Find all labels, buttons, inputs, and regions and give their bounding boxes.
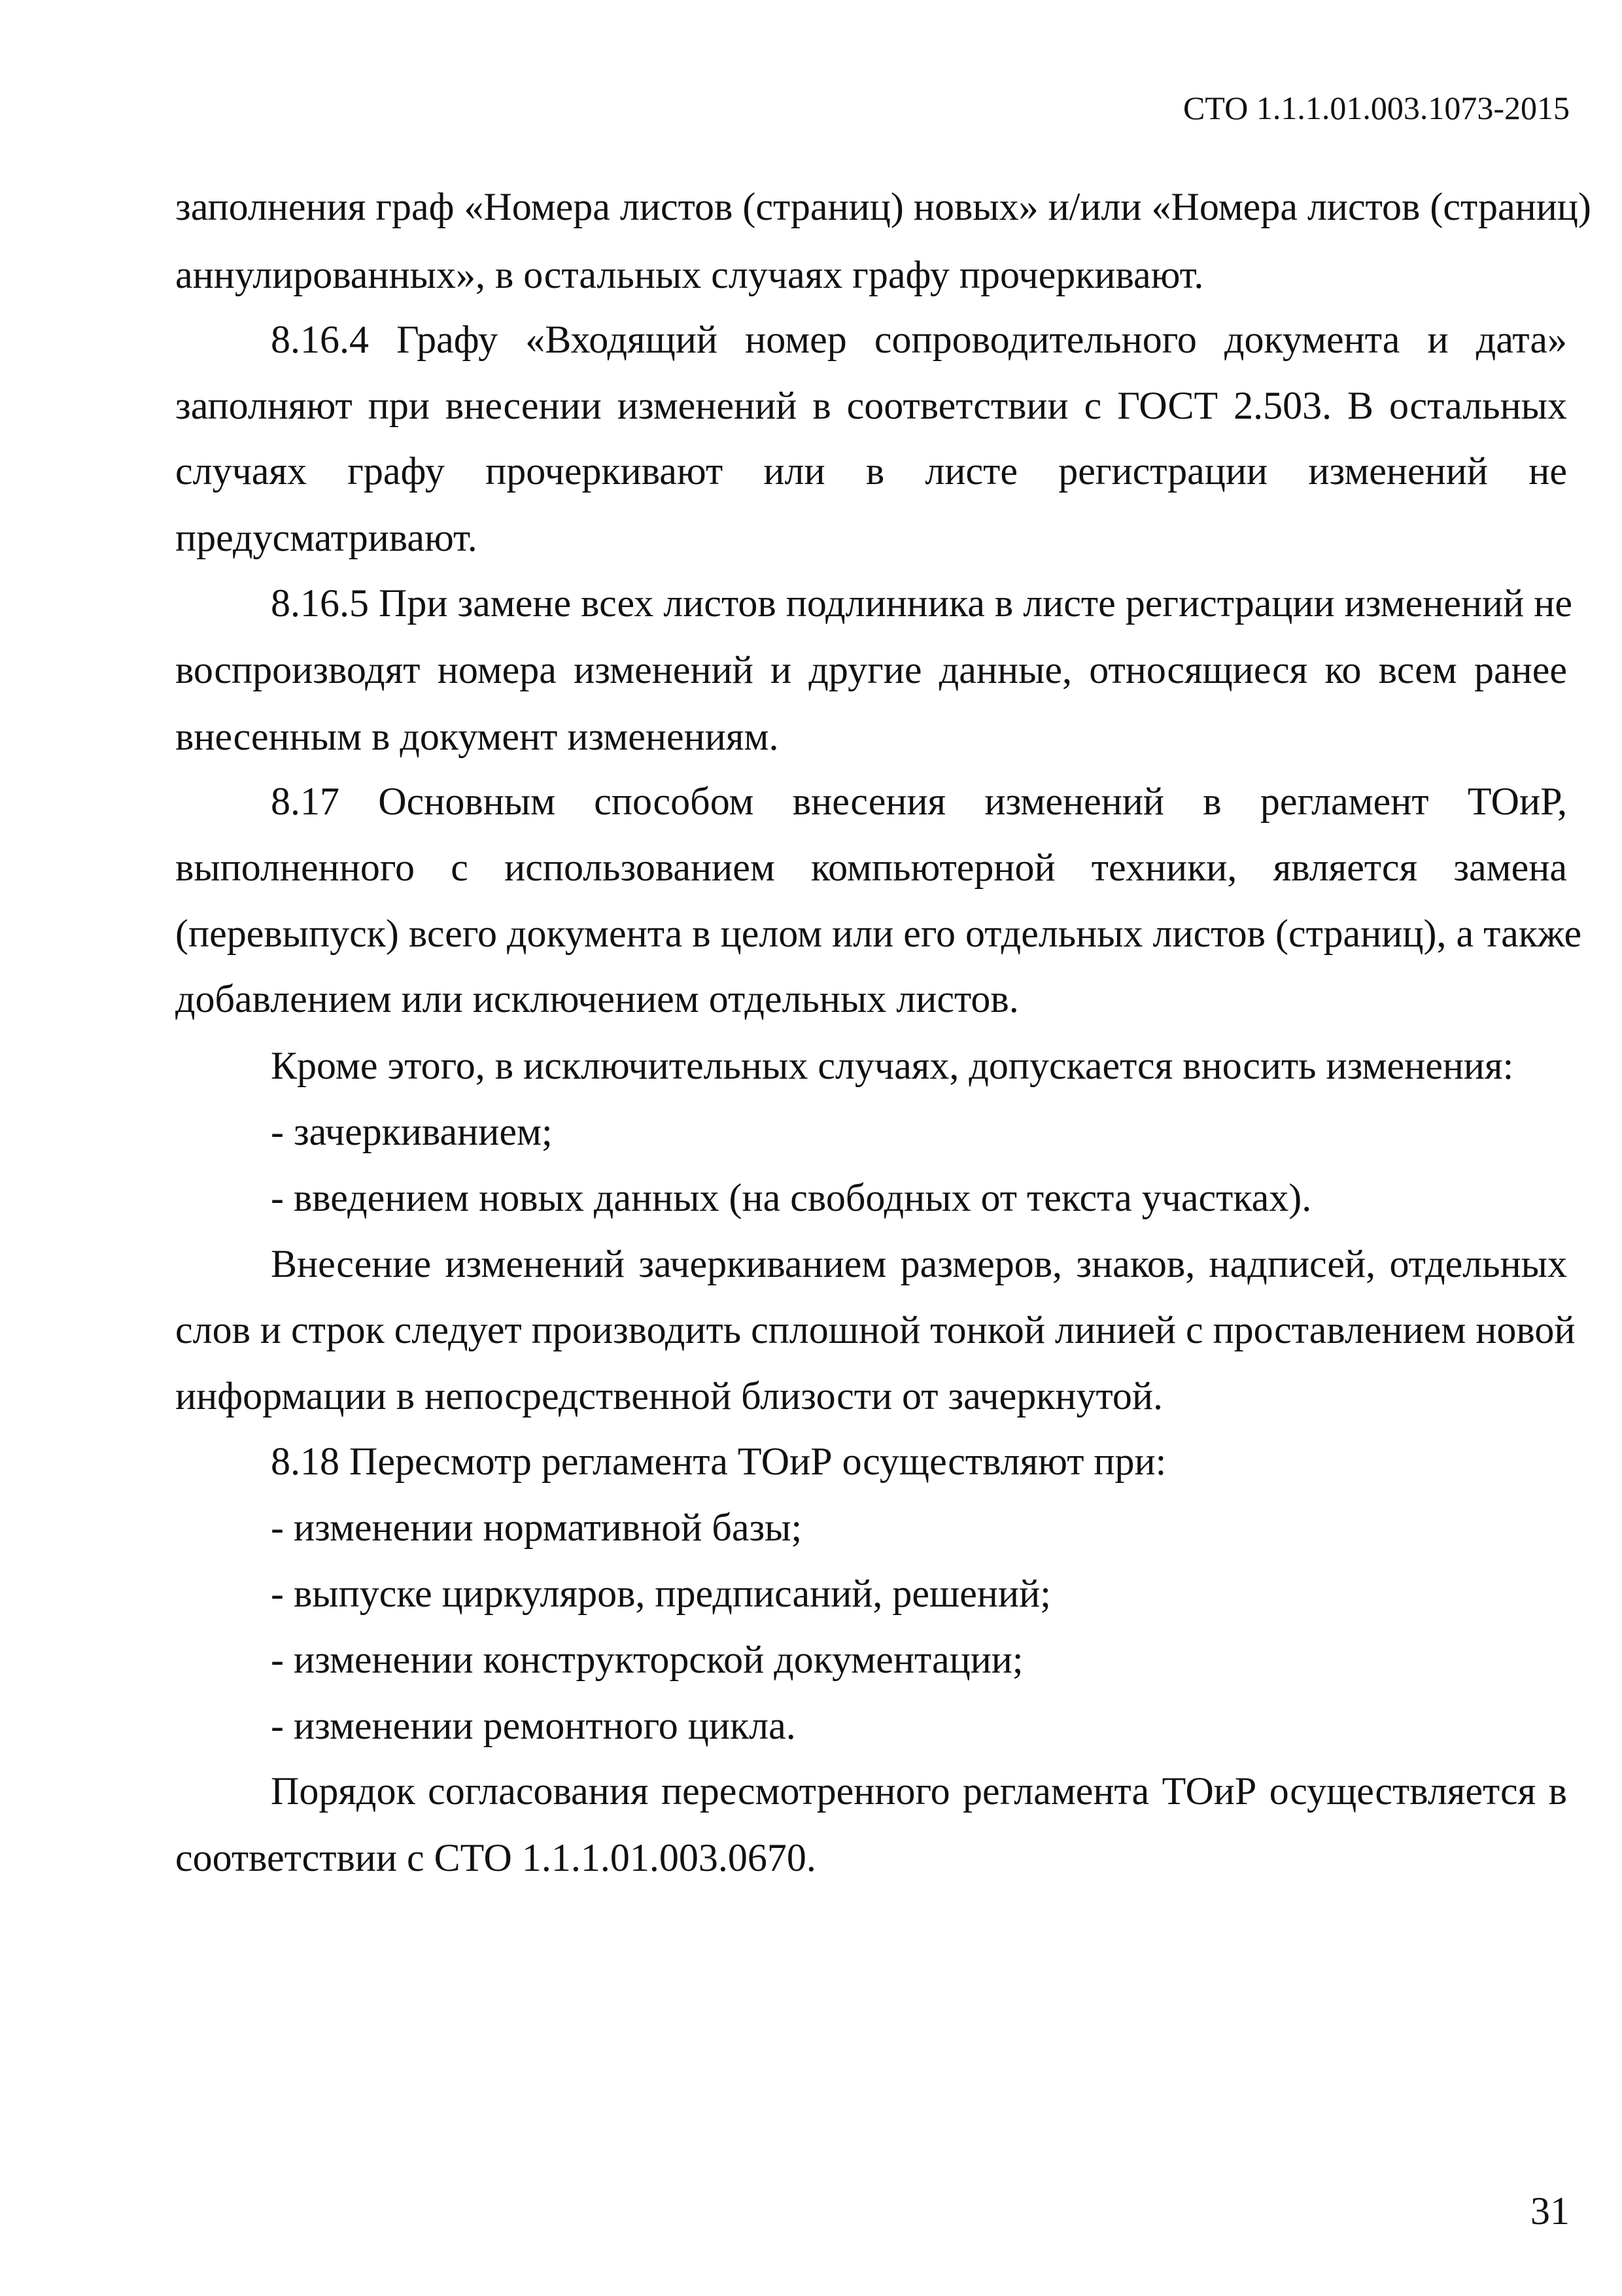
list-item: - введением новых данных (на свободных от текста участках).	[271, 1176, 1312, 1219]
text-line: выполненного с использованием компьютерной техники, является замена	[175, 846, 1567, 889]
list-item: - выпуске циркуляров, предписаний, решений;	[271, 1572, 1051, 1615]
text-line: воспроизводят номера изменений и другие данные, относящиеся ко всем ранее	[175, 648, 1567, 691]
text-line: информации в непосредственной близости от зачеркнутой.	[175, 1374, 1164, 1418]
text-line: аннулированных», в остальных случаях графу прочеркивают.	[175, 253, 1204, 296]
text-line: слов и строк следует производить сплошной тонкой линией с проставлением новой	[175, 1308, 1576, 1351]
list-item: - изменении конструкторской документации;	[271, 1638, 1024, 1681]
text-line: добавлением или исключением отдельных листов.	[175, 977, 1019, 1020]
text-line: Порядок согласования пересмотренного регламента ТОиР осуществляется в	[271, 1769, 1567, 1813]
text-line: внесенным в документ изменениям.	[175, 715, 779, 758]
page-number: 31	[1530, 2189, 1570, 2233]
text-line: Кроме этого, в исключительных случаях, допускается вносить изменения:	[271, 1044, 1514, 1087]
text-line: случаях графу прочеркивают или в листе регистрации изменений не	[175, 449, 1567, 493]
text-line: соответствии с СТО 1.1.1.01.003.0670.	[175, 1836, 816, 1879]
list-item: - изменении ремонтного цикла.	[271, 1704, 796, 1747]
text-line: предусматривают.	[175, 516, 477, 559]
text-line: заполняют при внесении изменений в соответствии с ГОСТ 2.503. В остальных	[175, 384, 1567, 427]
clause-8-16-4-line: 8.16.4 Графу «Входящий номер сопроводительного документа и дата»	[271, 318, 1567, 361]
list-item: - изменении нормативной базы;	[271, 1506, 802, 1549]
text-line: (перевыпуск) всего документа в целом или его отдельных листов (страниц), а также	[175, 912, 1582, 955]
text-line: Внесение изменений зачеркиванием размеров, знаков, надписей, отдельных	[271, 1242, 1567, 1285]
text-line: заполнения граф «Номера листов (страниц) новых» и/или «Номера листов (страниц)	[175, 185, 1591, 228]
clause-8-18-line: 8.18 Пересмотр регламента ТОиР осуществляют при:	[271, 1440, 1167, 1483]
list-item: - зачеркиванием;	[271, 1110, 553, 1153]
clause-8-17-line: 8.17 Основным способом внесения изменений в регламент ТОиР,	[271, 780, 1567, 823]
document-code-header: СТО 1.1.1.01.003.1073-2015	[1183, 90, 1570, 126]
clause-8-16-5-line: 8.16.5 При замене всех листов подлинника в листе регистрации изменений не	[271, 582, 1573, 625]
